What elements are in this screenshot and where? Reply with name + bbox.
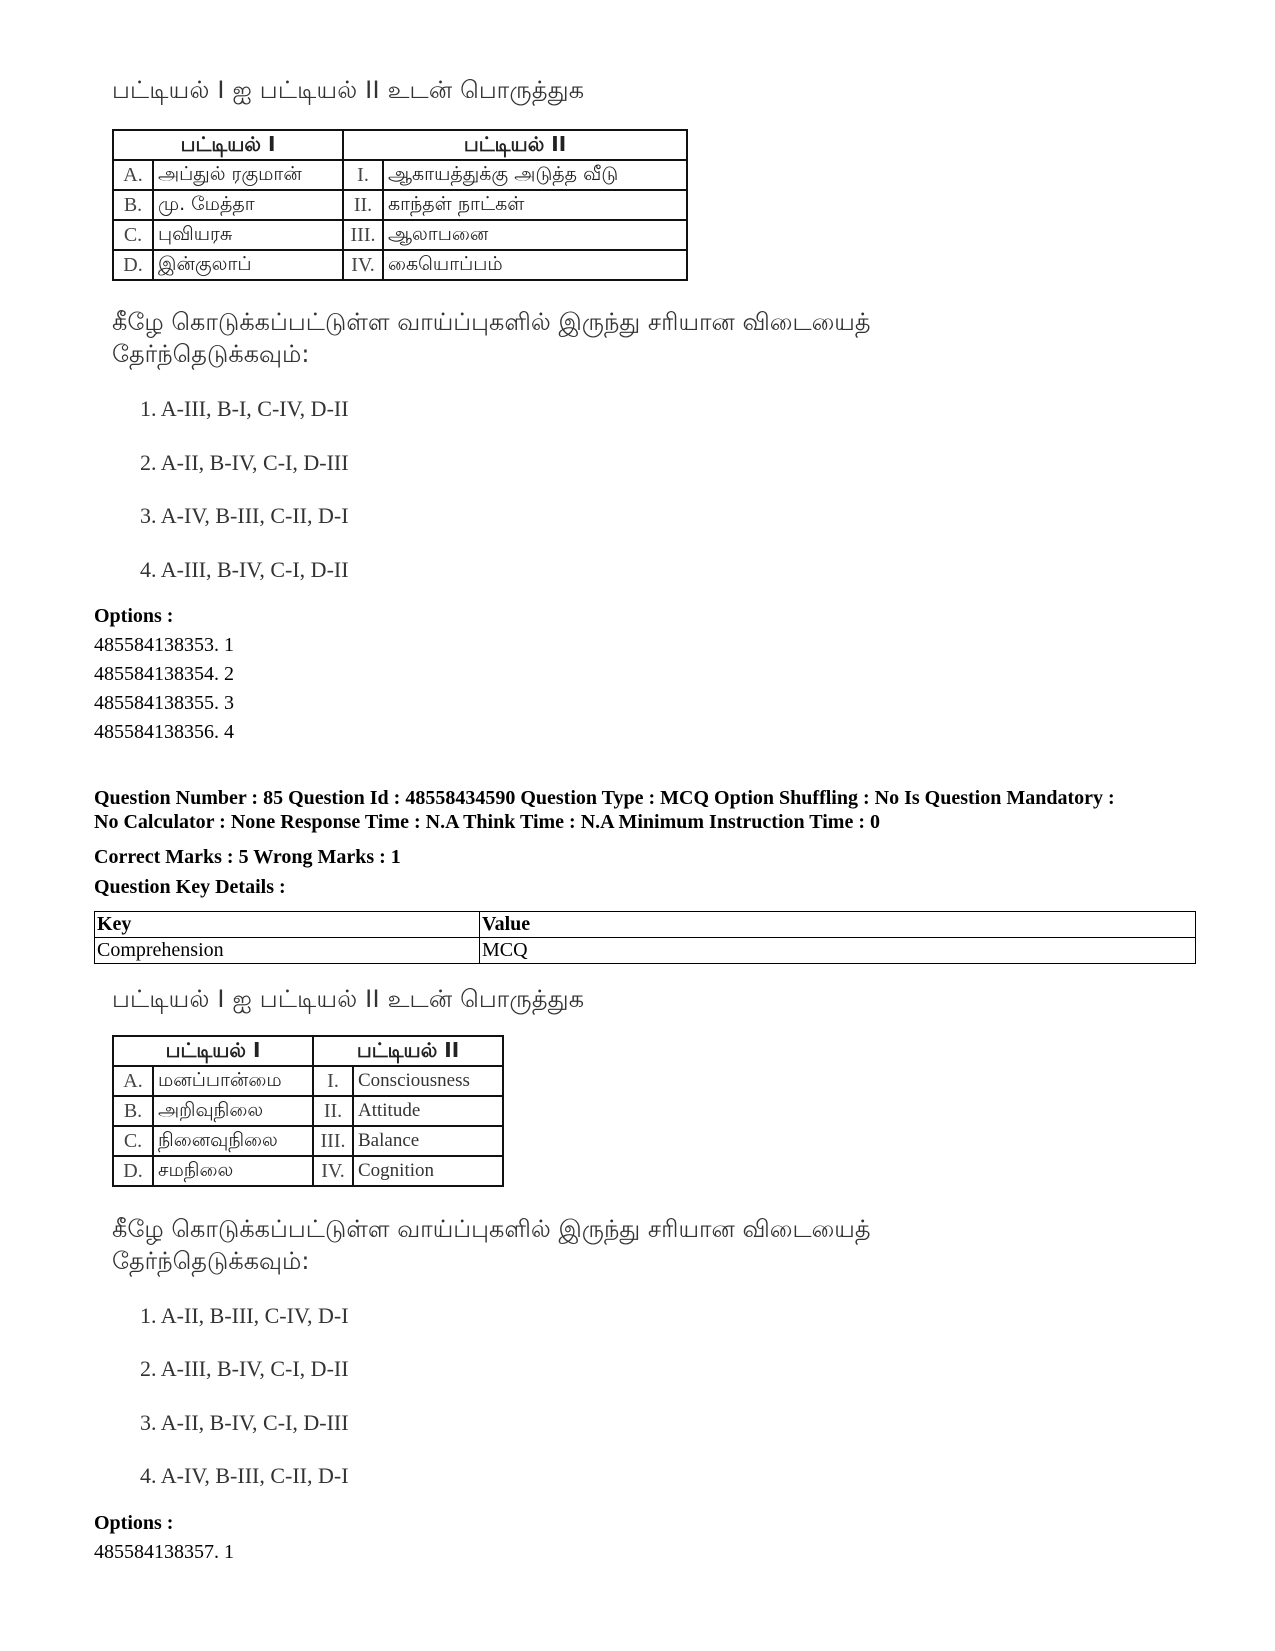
match-table — [112, 129, 688, 281]
list-1-item: அறிவுநிலை — [153, 1096, 313, 1126]
option-id: 485584138355. 3 — [94, 692, 234, 714]
row-numeral: IV. — [343, 250, 383, 280]
list-2-header: பட்டியல் II — [313, 1036, 503, 1066]
list-1-item: மனப்பான்மை — [153, 1066, 313, 1096]
list-2-item: கையொப்பம் — [383, 250, 687, 280]
answer-choice: 3. A-II, B-IV, C-I, D-III — [140, 1410, 349, 1435]
option-id: 485584138353. 1 — [94, 634, 234, 656]
row-numeral: IV. — [313, 1156, 353, 1186]
row-letter: C. — [113, 220, 153, 250]
table-row — [113, 220, 687, 250]
table-row — [113, 160, 687, 190]
question-meta-line: Question Number : 85 Question Id : 48558434590 Question Type : MCQ Option Shuffling : No Is Question Mandatory : — [94, 787, 1115, 809]
answer-choice: 2. A-III, B-IV, C-I, D-II — [140, 1356, 349, 1381]
list-2-item: Cognition — [353, 1156, 503, 1186]
key-header: Key — [95, 912, 480, 938]
answer-choice: 1. A-II, B-III, C-IV, D-I — [140, 1303, 349, 1328]
list-1-item: மு. மேத்தா — [153, 190, 343, 220]
instruction-text: கீழே கொடுக்கப்பட்டுள்ள வாய்ப்புகளில் இருந்து சரியான விடையைத் தேர்ந்தெடுக்கவும்: — [112, 1215, 871, 1275]
key-details-table — [94, 911, 1196, 964]
list-2-item: ஆகாயத்துக்கு அடுத்த வீடு — [383, 160, 687, 190]
list-1-header: பட்டியல் I — [113, 130, 343, 160]
match-table — [112, 1035, 504, 1187]
table-row — [113, 1126, 503, 1156]
options-label: Options : — [94, 605, 174, 627]
match-heading: பட்டியல் I ஐ பட்டியல் II உடன் பொருத்துக — [112, 985, 585, 1013]
row-letter: B. — [113, 1096, 153, 1126]
list-1-item: அப்துல் ரகுமான் — [153, 160, 343, 190]
key-details-label: Question Key Details : — [94, 876, 286, 898]
options-label: Options : — [94, 1512, 174, 1534]
list-1-header: பட்டியல் I — [113, 1036, 313, 1066]
match-heading: பட்டியல் I ஐ பட்டியல் II உடன் பொருத்துக — [112, 76, 585, 104]
answer-choice: 4. A-IV, B-III, C-II, D-I — [140, 1463, 349, 1488]
list-2-item: ஆலாபனை — [383, 220, 687, 250]
list-2-header: பட்டியல் II — [343, 130, 687, 160]
table-row — [113, 190, 687, 220]
list-1-item: புவியரசு — [153, 220, 343, 250]
marks-text: Correct Marks : 5 Wrong Marks : 1 — [94, 846, 401, 868]
row-numeral: II. — [313, 1096, 353, 1126]
list-2-item: Consciousness — [353, 1066, 503, 1096]
row-numeral: III. — [343, 220, 383, 250]
table-row — [95, 938, 1196, 964]
table-row — [113, 1096, 503, 1126]
option-id: 485584138356. 4 — [94, 721, 234, 743]
list-2-item: காந்தள் நாட்கள் — [383, 190, 687, 220]
table-row — [113, 1066, 503, 1096]
row-letter: C. — [113, 1126, 153, 1156]
answer-choice: 2. A-II, B-IV, C-I, D-III — [140, 450, 349, 475]
answer-choice: 3. A-IV, B-III, C-II, D-I — [140, 503, 349, 528]
row-letter: D. — [113, 1156, 153, 1186]
row-numeral: I. — [313, 1066, 353, 1096]
row-letter: D. — [113, 250, 153, 280]
row-numeral: I. — [343, 160, 383, 190]
list-2-item: Balance — [353, 1126, 503, 1156]
question-meta-line: No Calculator : None Response Time : N.A Think Time : N.A Minimum Instruction Time : 0 — [94, 811, 880, 833]
answer-choice: 1. A-III, B-I, C-IV, D-II — [140, 396, 349, 421]
row-numeral: III. — [313, 1126, 353, 1156]
table-row — [113, 250, 687, 280]
question-meta — [94, 786, 1204, 834]
option-id: 485584138357. 1 — [94, 1541, 234, 1563]
value-cell: MCQ — [480, 938, 1196, 964]
instruction-text: கீழே கொடுக்கப்பட்டுள்ள வாய்ப்புகளில் இருந்து சரியான விடையைத் தேர்ந்தெடுக்கவும்: — [112, 308, 871, 368]
row-letter: A. — [113, 1066, 153, 1096]
row-letter: B. — [113, 190, 153, 220]
table-row — [113, 1156, 503, 1186]
key-cell: Comprehension — [95, 938, 480, 964]
value-header: Value — [480, 912, 1196, 938]
answer-choice: 4. A-III, B-IV, C-I, D-II — [140, 557, 349, 582]
list-1-item: நினைவுநிலை — [153, 1126, 313, 1156]
row-letter: A. — [113, 160, 153, 190]
option-id: 485584138354. 2 — [94, 663, 234, 685]
row-numeral: II. — [343, 190, 383, 220]
list-2-item: Attitude — [353, 1096, 503, 1126]
list-1-item: இன்குலாப் — [153, 250, 343, 280]
list-1-item: சமநிலை — [153, 1156, 313, 1186]
